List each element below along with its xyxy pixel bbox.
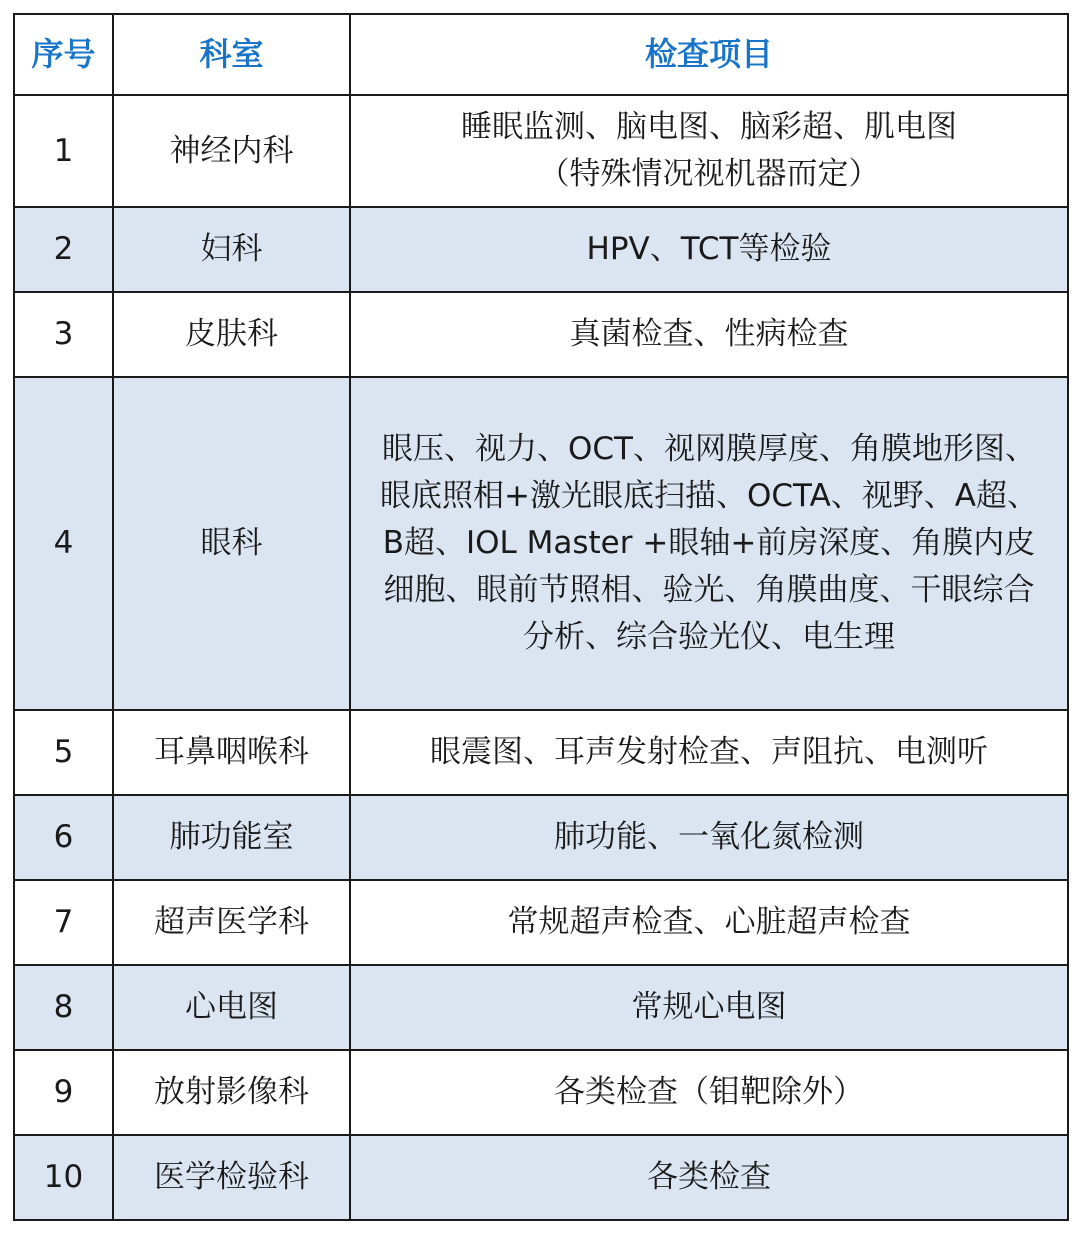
items-line: 常规超声检查、心脏超声检查 bbox=[507, 904, 911, 940]
items-line: HPV、TCT等检验 bbox=[586, 231, 832, 267]
items-line: 眼压、视力、OCT、视网膜厚度、角膜地形图、 bbox=[382, 431, 1036, 467]
items-line: （特殊情况视机器而定） bbox=[538, 156, 880, 192]
table-row bbox=[14, 377, 1068, 710]
row-items bbox=[350, 1050, 1068, 1135]
row-department: 医学检验科 bbox=[113, 1135, 350, 1220]
items-line: 眼底照相+激光眼底扫描、OCTA、视野、A超、 bbox=[380, 478, 1038, 514]
items-line: 常规心电图 bbox=[631, 989, 787, 1025]
exam-table bbox=[13, 13, 1069, 1221]
row-items bbox=[350, 710, 1068, 795]
row-department: 超声医学科 bbox=[113, 880, 350, 965]
table-row bbox=[14, 207, 1068, 292]
table-row bbox=[14, 795, 1068, 880]
row-items bbox=[350, 377, 1068, 710]
row-department: 妇科 bbox=[113, 207, 350, 292]
row-items bbox=[350, 207, 1068, 292]
table-row bbox=[14, 880, 1068, 965]
items-line: 睡眠监测、脑电图、脑彩超、肌电图 bbox=[461, 109, 957, 145]
row-department: 放射影像科 bbox=[113, 1050, 350, 1135]
table-row bbox=[14, 965, 1068, 1050]
row-items bbox=[350, 795, 1068, 880]
row-number: 2 bbox=[14, 207, 113, 292]
items-line: 各类检查 bbox=[647, 1159, 771, 1195]
row-department: 肺功能室 bbox=[113, 795, 350, 880]
items-line: 眼震图、耳声发射检查、声阻抗、电测听 bbox=[430, 734, 988, 770]
table-row bbox=[14, 1135, 1068, 1220]
table-row bbox=[14, 710, 1068, 795]
table-row bbox=[14, 95, 1068, 207]
row-department: 皮肤科 bbox=[113, 292, 350, 377]
row-number: 6 bbox=[14, 795, 113, 880]
header-number: 序号 bbox=[14, 14, 113, 95]
row-department: 耳鼻咽喉科 bbox=[113, 710, 350, 795]
header-department: 科室 bbox=[113, 14, 350, 95]
row-number: 4 bbox=[14, 377, 113, 710]
row-number: 9 bbox=[14, 1050, 113, 1135]
row-items bbox=[350, 965, 1068, 1050]
items-line: 肺功能、一氧化氮检测 bbox=[554, 819, 864, 855]
row-department: 眼科 bbox=[113, 377, 350, 710]
row-number: 8 bbox=[14, 965, 113, 1050]
row-number: 10 bbox=[14, 1135, 113, 1220]
header-items: 检查项目 bbox=[350, 14, 1068, 95]
items-line: 各类检查（钼靶除外） bbox=[554, 1074, 864, 1110]
row-number: 3 bbox=[14, 292, 113, 377]
row-number: 7 bbox=[14, 880, 113, 965]
row-department: 心电图 bbox=[113, 965, 350, 1050]
items-line: 真菌检查、性病检查 bbox=[569, 316, 849, 352]
row-items bbox=[350, 1135, 1068, 1220]
items-line: 分析、综合验光仪、电生理 bbox=[523, 619, 895, 655]
row-department: 神经内科 bbox=[113, 95, 350, 207]
row-number: 1 bbox=[14, 95, 113, 207]
table-header-row bbox=[14, 14, 1068, 95]
row-number: 5 bbox=[14, 710, 113, 795]
row-items bbox=[350, 292, 1068, 377]
table-row bbox=[14, 1050, 1068, 1135]
items-line: B超、IOL Master +眼轴+前房深度、角膜内皮 bbox=[382, 525, 1036, 561]
table-row bbox=[14, 292, 1068, 377]
row-items bbox=[350, 95, 1068, 207]
row-items bbox=[350, 880, 1068, 965]
items-line: 细胞、眼前节照相、验光、角膜曲度、干眼综合 bbox=[383, 572, 1035, 608]
